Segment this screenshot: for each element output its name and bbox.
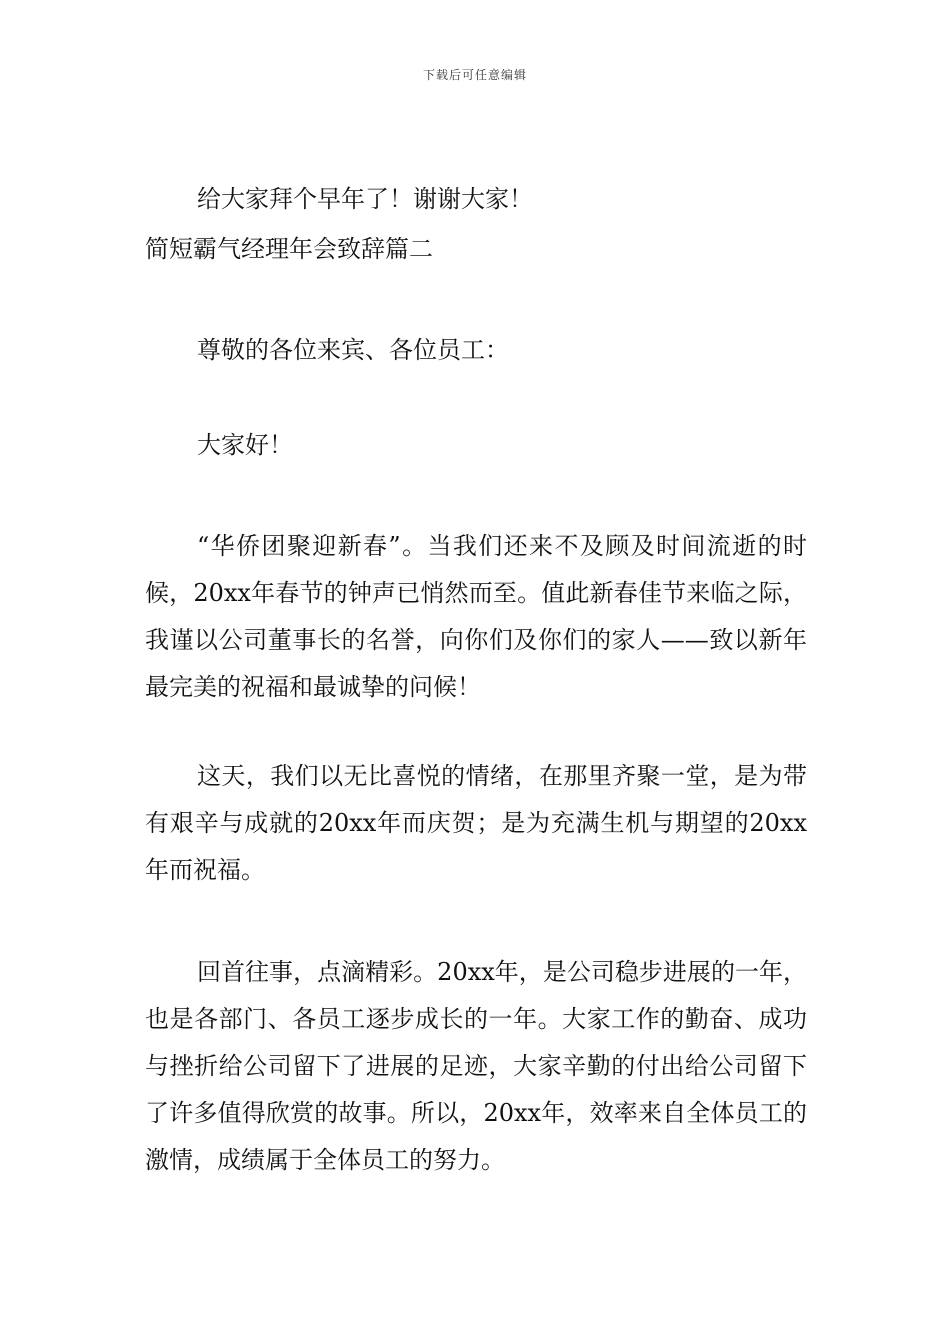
greeting: 大家好！	[197, 431, 293, 459]
closing-line: 给大家拜个早年了！谢谢大家！	[197, 185, 533, 213]
section-title: 简短霸气经理年会致辞篇二	[145, 235, 433, 263]
header-note: 下载后可任意编辑	[422, 68, 527, 82]
paragraph-celebration: 这天，我们以无比喜悦的情绪，在那里齐聚一堂，是为带有艰辛与成就的20xx年而庆贺；是为充满生机与期望的20xx年而祝福。	[145, 762, 807, 884]
salutation: 尊敬的各位来宾、各位员工：	[197, 336, 509, 364]
paragraph-new-year: “华侨团聚迎新春”。当我们还来不及顾及时间流逝的时候，20xx年春节的钟声已悄然而至。值此新春佳节来临之际，我谨以公司董事长的名誉，向你们及你们的家人——致以新年最完美的祝福和最诚挚的问候！	[145, 532, 807, 701]
paragraph-review: 回首往事，点滴精彩。20xx年，是公司稳步进展的一年，也是各部门、各员工逐步成长的一年。大家工作的勤奋、成功与挫折给公司留下了进展的足迹，大家辛勤的付出给公司留下了许多值得欣赏的故事。所以，20xx年，效率来自全体员工的激情，成绩属于全体员工的努力。	[145, 958, 807, 1174]
